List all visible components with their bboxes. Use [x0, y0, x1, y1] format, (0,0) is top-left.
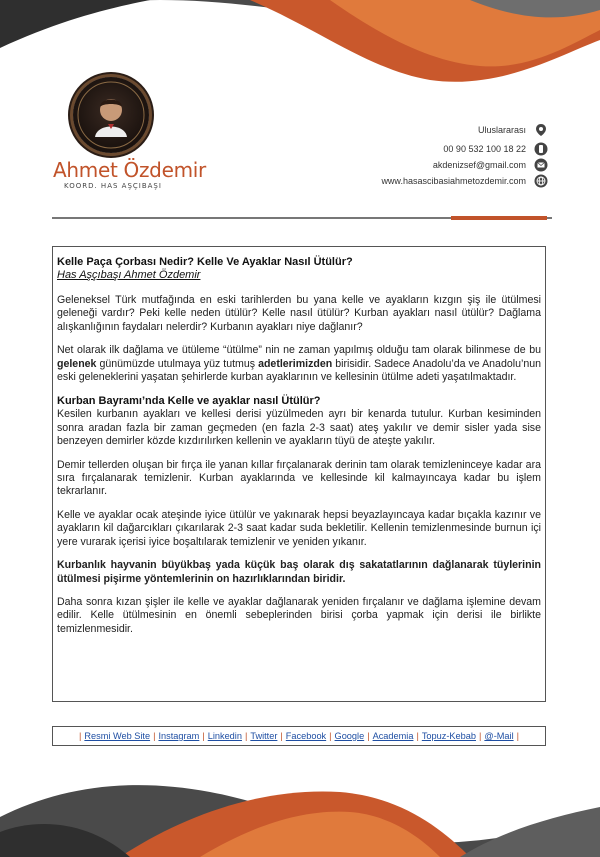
- separator: |: [244, 731, 248, 741]
- email-text[interactable]: akdenizsef@gmail.com: [432, 160, 526, 170]
- website-text[interactable]: www.hasascibasiahmetozdemir.com: [381, 176, 526, 186]
- contact-email[interactable]: [433, 157, 548, 173]
- chef-portrait-icon: [73, 77, 149, 153]
- p2-text-c: günümüzde utulmaya yüz tutmuş: [96, 357, 259, 370]
- link-official-website[interactable]: Resmi Web Site: [84, 731, 151, 741]
- phone-icon: [534, 142, 548, 156]
- chef-name: Ahmet Özdemir: [53, 158, 206, 182]
- article-title: Kelle Paça Çorbası Nedir? Kelle Ve Ayaklar Nasıl Ütülür?: [57, 256, 353, 268]
- link-twitter[interactable]: Twitter: [250, 731, 278, 741]
- link-topuz-kebab[interactable]: Topuz-Kebab: [421, 731, 476, 741]
- paragraph-preparation: Kesilen kurbanın ayakları ve kellesi derisi yüzülmeden ayrı bir kenarda tutulur. Kurban kesiminden sonra aradan fazla bir zaman geçmeden (en fazla 2-3 saat) ateş yakılır ve demir sisler yada sise benzeyen demirler közde kızdırılırken kellenin ve ayakların tüyü de ateşte yakılır.: [57, 408, 541, 448]
- link-facebook[interactable]: Facebook: [285, 731, 327, 741]
- p2-text-a: Net olarak ilk dağlama ve ütüleme “ütülme” nin ne zaman yapılmış olduğu tam olarak bilinmese de bu: [57, 344, 541, 357]
- link-email[interactable]: @-Mail: [484, 731, 514, 741]
- separator: |: [78, 731, 82, 741]
- separator: |: [367, 731, 370, 741]
- p2-text-e: birisidir. Sadece Anadolu’da ve Anadolu’nun eski geleneklerini yaşatan şehirlerde kurban ayaklarının ve kellesinin ütülme adeti yaşatılmaktadır.: [57, 357, 542, 384]
- article-box: [52, 246, 546, 702]
- paragraph-final: Daha sonra kızan şişler ile kelle ve ayaklar dağlanarak yeniden fırçalanır ve dağlama işlemine devam edilir. Kelle ütülmesinin en önemli sebeplerinden birisi çorba yapmak için derisi ile birlikte temizlenmesidir.: [57, 595, 541, 635]
- separator: |: [416, 731, 419, 741]
- p2-bold-adetlerimizden: adetlerimizden: [258, 357, 333, 370]
- p2-bold-gelenek: gelenek: [57, 357, 97, 370]
- link-google[interactable]: Google: [334, 731, 365, 741]
- email-icon: [534, 158, 548, 172]
- footer-links: [52, 726, 546, 746]
- separator: |: [478, 731, 482, 741]
- chef-title: KOORD. HAS AŞÇIBAŞI: [64, 182, 162, 190]
- section-heading: Kurban Bayramı’nda Kelle ve ayaklar nasıl Ütülür?: [57, 395, 321, 408]
- footer-decoration: [0, 747, 600, 857]
- chef-logo: [73, 77, 149, 153]
- paragraph-tradition: [57, 344, 541, 384]
- link-linkedin[interactable]: Linkedin: [207, 731, 242, 741]
- location-pin-icon: [534, 123, 548, 137]
- paragraph-cleaning: Kelle ve ayaklar ocak ateşinde iyice ütülür ve yakınarak hepsi beyazlayıncaya kadar bıçakla kazınır ve ayakların kil dağarcıkları çıkarılarak 2-3 saat kadar suda bekletilir. Kellenin temizlenmesinde burnun içi yere vurarak içerisi iyice boşaltılarak temizlenir ve yeniden yıkanır.: [57, 508, 541, 548]
- globe-icon: [534, 174, 548, 188]
- paragraph-highlight: Kurbanlık hayvanin büyükbaş yada küçük baş olarak dış sakatatlarının dağlanarak tüylerinin ütülmesi pişirme yöntemlerinin on hazırlıklarından biridir.: [57, 559, 541, 585]
- link-instagram[interactable]: Instagram: [158, 731, 200, 741]
- phone-text[interactable]: 00 90 532 100 18 22: [443, 144, 526, 154]
- separator: |: [280, 731, 283, 741]
- paragraph-brushing: Demir tellerden oluşan bir fırça ile yanan kıllar fırçalanarak derinin tam olarak temizleninceye kadar ara sıra fırçalanarak temizlenir. Kurban ayaklarında ve kellesinde kil kalmayıncaya kadar bu işlem tekrarlanır.: [57, 458, 541, 498]
- location-text: Uluslararası: [477, 125, 526, 135]
- article-author[interactable]: Has Aşçıbaşı Ahmet Özdemir: [57, 269, 201, 281]
- separator: |: [153, 731, 156, 741]
- separator: |: [329, 731, 332, 741]
- header-divider-accent: [451, 216, 547, 220]
- contact-phone[interactable]: [443, 141, 548, 157]
- link-academia[interactable]: Academia: [372, 731, 414, 741]
- contact-location: [478, 122, 548, 138]
- paragraph-intro: Geleneksel Türk mutfağında en eski tarihlerden bu yana kelle ve ayakların kızgın şiş ile ütülmesi geleneği vardır? Peki kelle neden ütülür? Kelle nasıl ütülür? Kurban ayakları nasıl ütülür? Dağlama alışkanlığının faydaları nelerdir? Kurbanın ayakları niye dağlanır?: [57, 294, 541, 333]
- separator: |: [202, 731, 205, 741]
- separator: |: [516, 731, 519, 741]
- contact-website[interactable]: [381, 173, 548, 189]
